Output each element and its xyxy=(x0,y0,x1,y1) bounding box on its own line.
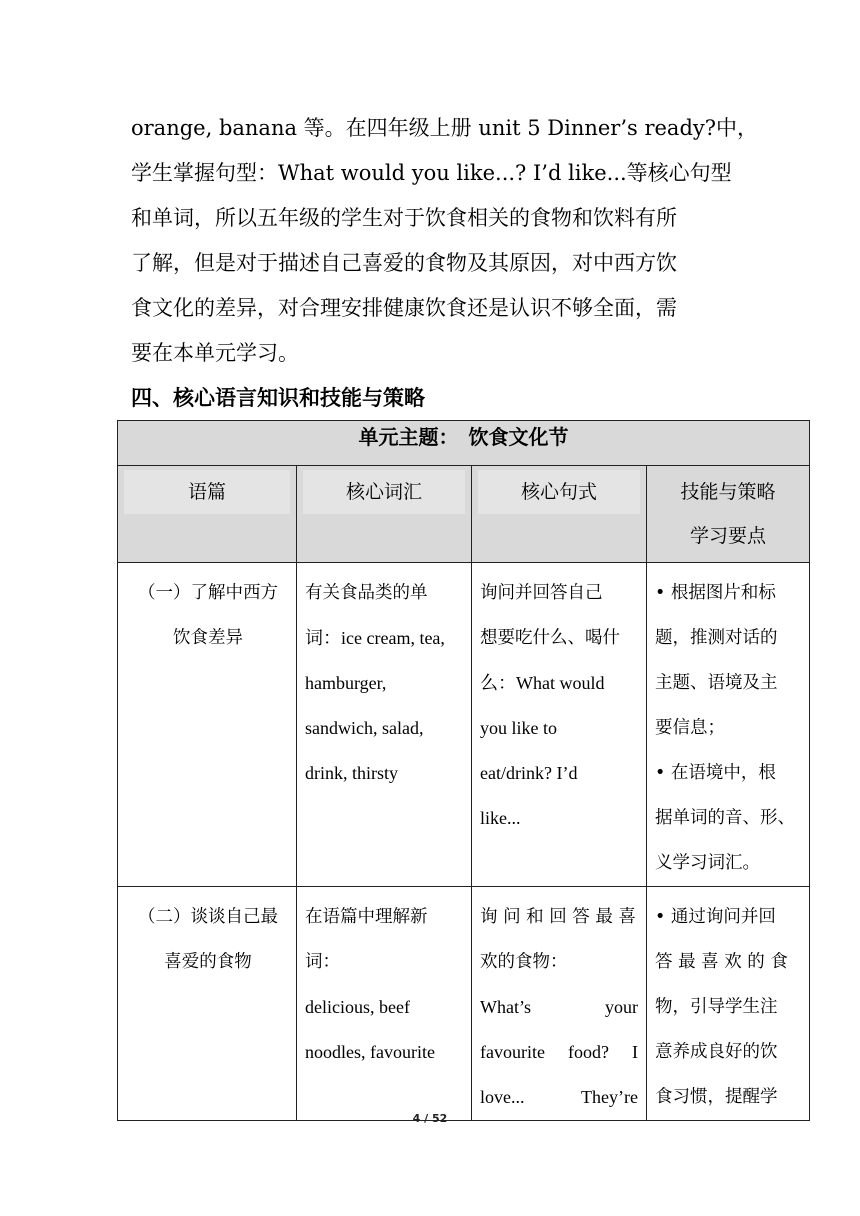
word: favourite xyxy=(480,1042,545,1062)
header-vocab-cell xyxy=(297,466,472,563)
core-knowledge-table xyxy=(117,420,810,1121)
table-row xyxy=(118,563,810,887)
text-cell xyxy=(118,563,297,887)
cell-line: 词：ice cream, tea, xyxy=(305,628,445,648)
cell-line: drink, thirsty xyxy=(305,763,398,783)
cell-line: （一）了解中西方 xyxy=(138,583,278,603)
header-sentence: 核心句式 xyxy=(478,470,640,514)
cell-line: （二）谈谈自己最 xyxy=(138,907,278,927)
cell-line: 答 最 喜 欢 的 食 xyxy=(655,952,788,972)
header-vocab: 核心词汇 xyxy=(303,470,465,514)
header-skills-line2: 学习要点 xyxy=(689,525,766,547)
word: your xyxy=(605,997,638,1017)
paragraph-line: 学生掌握句型：What would you like...? I’d like...等核心句型 xyxy=(131,161,732,185)
header-text: 语篇 xyxy=(124,470,290,514)
paragraph-line: 了解，但是对于描述自己喜爱的食物及其原因，对中西方饮 xyxy=(131,251,677,275)
table-row xyxy=(118,887,810,1121)
table-header-row xyxy=(118,466,810,563)
paragraph-line: 和单词，所以五年级的学生对于饮食相关的食物和饮料有所 xyxy=(131,206,677,230)
cell-line: 欢的食物： xyxy=(480,952,568,972)
unit-theme-title: 单元主题： 饮食文化节 xyxy=(118,421,810,466)
cell-line: 么：What would xyxy=(480,673,605,693)
cell-line: 主题、语境及主 xyxy=(655,673,778,693)
cell-line: • 根据图片和标 xyxy=(655,583,776,603)
cell-line: 义学习词汇。 xyxy=(655,853,760,873)
paragraph-line: orange, banana 等。在四年级上册 unit 5 Dinner’s ready?中， xyxy=(131,116,759,140)
cell-line: • 在语境中，根 xyxy=(655,763,776,783)
header-text-cell xyxy=(118,466,297,563)
word: food? xyxy=(567,1042,609,1062)
word: What’s xyxy=(480,997,531,1017)
vocab-cell xyxy=(297,887,472,1121)
cell-line: • 通过询问并回 xyxy=(655,907,776,927)
cell-line: eat/drink? I’d xyxy=(480,763,578,783)
vocab-cell xyxy=(297,563,472,887)
word: love... xyxy=(480,1087,525,1107)
cell-line: delicious, beef xyxy=(305,997,410,1017)
cell-line: 食习惯，提醒学 xyxy=(655,1087,778,1107)
sentence-cell xyxy=(472,887,647,1121)
paragraph-line: 要在本单元学习。 xyxy=(131,341,299,365)
page-number: 4 / 52 xyxy=(412,1112,448,1125)
cell-line: 据单词的音、形、 xyxy=(655,808,795,828)
sentence-cell xyxy=(472,563,647,887)
cell-line: 在语篇中理解新 xyxy=(305,907,428,927)
cell-line: 词： xyxy=(305,952,340,972)
cell-line: 题，推测对话的 xyxy=(655,628,778,648)
cell-line: noodles, favourite xyxy=(305,1042,435,1062)
header-sentence-cell xyxy=(472,466,647,563)
word: I xyxy=(631,1042,638,1062)
cell-line: 询问并回答自己 xyxy=(480,583,603,603)
cell-line: 询 问 和 回 答 最 喜 xyxy=(480,907,636,927)
header-skills-line1: 技能与策略 xyxy=(680,481,776,503)
section-heading: 四、核心语言知识和技能与策略 xyxy=(131,386,425,410)
cell-line: 有关食品类的单 xyxy=(305,583,428,603)
skills-cell xyxy=(647,887,810,1121)
cell-line: 饮食差异 xyxy=(173,628,243,648)
header-skills-cell xyxy=(647,466,810,563)
cell-line: hamburger, xyxy=(305,673,387,693)
cell-line: like... xyxy=(480,808,521,828)
word: They’re xyxy=(581,1087,638,1107)
justified-line xyxy=(480,1030,638,1075)
cell-line: 喜爱的食物 xyxy=(164,952,252,972)
justified-line xyxy=(480,985,638,1030)
cell-line: 想要吃什么、喝什 xyxy=(480,628,620,648)
skills-cell xyxy=(647,563,810,887)
cell-line: you like to xyxy=(480,718,557,738)
intro-paragraph xyxy=(131,106,759,376)
text-cell xyxy=(118,887,297,1121)
cell-line: 物，引导学生注 xyxy=(655,997,778,1017)
table-title-row xyxy=(118,421,810,466)
cell-line: 意养成良好的饮 xyxy=(655,1042,778,1062)
paragraph-line: 食文化的差异，对合理安排健康饮食还是认识不够全面，需 xyxy=(131,296,677,320)
cell-line: 要信息； xyxy=(655,718,725,738)
cell-line: sandwich, salad, xyxy=(305,718,424,738)
